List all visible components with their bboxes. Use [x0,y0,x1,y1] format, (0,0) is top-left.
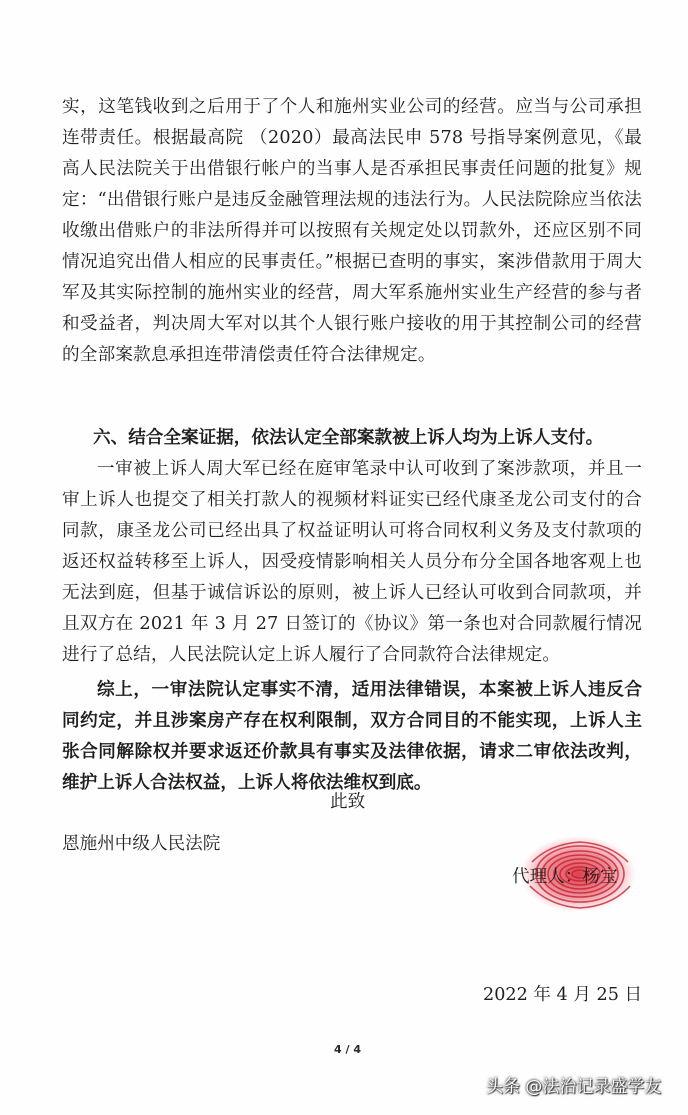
conclusion-paragraph: 综上，一审法院认定事实不清，适用法律错误，本案被上诉人违反合同约定，并且涉案房产存在权利限制，双方合同目的不能实现，上诉人主张合同解除权并要求返还价款具有事实及法律依据，请求二审依法改判，维护上诉人合法权益，上诉人将依法维权到底。 [62,680,642,793]
section-heading-6: 六、结合全案证据，依法认定全部案款被上诉人均为上诉人支付。 [93,428,604,448]
closing-salutation: 此致 [330,792,366,812]
agent-signature: 代理人：杨宝 [512,867,618,887]
document-date: 2022 年 4 月 25 日 [483,985,643,1005]
source-watermark: 头条 @法治记录盛学友 [486,1077,662,1097]
page-number: 4 / 4 [334,1043,361,1056]
paragraph-1: 实，这笔钱收到之后用于了个人和施州实业公司的经营。应当与公司承担连带责任。根据最高院 （2020）最高法民申 578 号指导案例意见，《最高人民法院关于出借银行帐户的当事人是否承担民事责任问题的批复》规定：“出借银行账户是违反金融管理法规的违法行为。人民法院除应当依法收缴出借账户的非法所得并可以按照有关规定处以罚款外，还应区别不同情况追究出借人相应的民事责任。”根据已查明的事实，案涉借款用于周大军及其实际控制的施州实业的经营，周大军系施州实业生产经营的参与者和受益者，判决周大军对以其个人银行账户接收的用于其控制公司的经营的全部案款息承担连带清偿责任符合法律规定。 [62,97,642,365]
court-name: 恩施州中级人民法院 [62,834,221,854]
paragraph-2: 一审被上诉人周大军已经在庭审笔录中认可收到了案涉款项，并且一审上诉人也提交了相关打款人的视频材料证实已经代康圣龙公司支付的合同款，康圣龙公司已经出具了权益证明认可将合同权利义务及支付款项的返还权益转移至上诉人，因受疫情影响相关人员分布分全国各地客观上也无法到庭，但基于诚信诉讼的原则，被上诉人已经认可收到合同款项，并且双方在 2021 年 3 月 27 日签订的《协议》第一条也对合同款履行情况进行了总结，人民法院认定上诉人履行了合同款符合法律规定。 [62,459,642,665]
